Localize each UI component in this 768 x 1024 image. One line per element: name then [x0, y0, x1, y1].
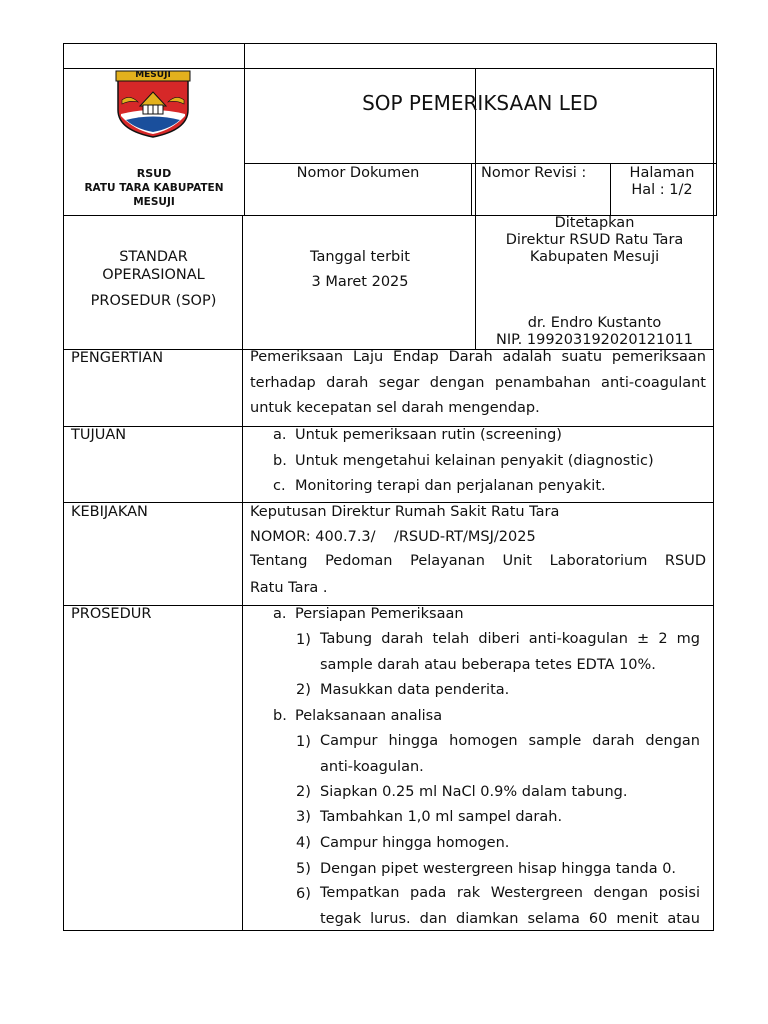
prosedur-heading-a: Persiapan Pemeriksaan: [295, 606, 464, 622]
document-title: SOP PEMERIKSAAN LED: [362, 91, 598, 115]
section-label-prosedur: PROSEDUR: [71, 606, 152, 622]
prosedur-marker-b: b.: [273, 708, 287, 724]
sop-label-line-3: PROSEDUR (SOP): [90, 293, 217, 309]
sop-label-line-2: OPERASIONAL: [102, 267, 205, 283]
kebijakan-line-4: Ratu Tara .: [250, 580, 328, 596]
prosedur-b-item-1-line-2: anti-koagulan.: [320, 759, 424, 775]
prosedur-b-item-4: Campur hingga homogen.: [320, 835, 510, 851]
prosedur-a-item-1-line-2: sample darah atau beberapa tetes EDTA 10%.: [320, 657, 656, 673]
grid-line: [713, 68, 714, 931]
district-emblem-icon: [112, 70, 194, 138]
prosedur-a-item-1-line-1: Tabung darah telah diberi anti-koagulan ± 2 mg: [320, 631, 700, 647]
grid-line: [716, 43, 717, 215]
prosedur-b-marker-1: 1): [296, 734, 311, 750]
tujuan-item-c: Monitoring terapi dan perjalanan penyakit.: [295, 478, 606, 494]
prosedur-b-item-6-line-2: tegak lurus. dan diamkan selama 60 menit atau: [320, 911, 700, 927]
prosedur-b-item-3: Tambahkan 1,0 ml sampel darah.: [320, 809, 563, 825]
prosedur-a-marker-1: 1): [296, 632, 311, 648]
tanggal-terbit-label: Tanggal terbit: [310, 249, 410, 265]
prosedur-b-marker-3: 3): [296, 809, 311, 825]
prosedur-a-item-2: Masukkan data penderita.: [320, 682, 510, 698]
tanggal-terbit-value: 3 Maret 2025: [311, 274, 409, 290]
prosedur-b-item-1-line-1: Campur hingga homogen sample darah dengan: [320, 733, 700, 749]
tujuan-item-a: Untuk pemeriksaan rutin (screening): [295, 427, 562, 443]
ditetapkan-line-2: Direktur RSUD Ratu Tara: [505, 232, 684, 248]
grid-line: [63, 43, 64, 931]
pengertian-line-2: terhadap darah segar dengan penambahan anti-coagulant: [250, 375, 706, 391]
tujuan-marker-a: a.: [273, 427, 287, 443]
tujuan-marker-c: c.: [273, 478, 286, 494]
prosedur-b-marker-4: 4): [296, 835, 311, 851]
prosedur-b-item-6-line-1: Tempatkan pada rak Westergreen dengan posisi: [320, 885, 700, 901]
tujuan-marker-b: b.: [273, 453, 287, 469]
prosedur-a-marker-2: 2): [296, 682, 311, 698]
kebijakan-line-2: NOMOR: 400.7.3/ /RSUD-RT/MSJ/2025: [250, 529, 536, 545]
signer-name: dr. Endro Kustanto: [527, 315, 662, 331]
signer-nip: NIP. 199203192020121011: [496, 332, 693, 348]
grid-line: [63, 68, 714, 69]
halaman-label: Halaman: [629, 165, 695, 181]
hospital-line-2: RATU TARA KABUPATEN: [84, 182, 224, 194]
grid-line: [471, 163, 472, 215]
prosedur-b-marker-6: 6): [296, 886, 311, 902]
kebijakan-line-3: Tentang Pedoman Pelayanan Unit Laboratorium RSUD: [250, 553, 706, 569]
pengertian-line-3: untuk kecepatan sel darah mengendap.: [250, 400, 540, 416]
grid-line: [242, 216, 243, 931]
prosedur-b-marker-2: 2): [296, 784, 311, 800]
tujuan-item-b: Untuk mengetahui kelainan penyakit (diagnostic): [295, 453, 654, 469]
prosedur-marker-a: a.: [273, 606, 287, 622]
hospital-line-3: MESUJI: [133, 196, 175, 208]
kebijakan-line-1: Keputusan Direktur Rumah Sakit Ratu Tara: [250, 504, 560, 520]
hospital-line-1: RSUD: [136, 167, 172, 180]
section-label-kebijakan: KEBIJAKAN: [71, 504, 148, 520]
grid-line: [63, 43, 717, 44]
sop-label-line-1: STANDAR: [119, 249, 188, 265]
emblem-banner-text: MESUJI: [135, 70, 171, 80]
ditetapkan-line-1: Ditetapkan: [554, 215, 635, 231]
nomor-dokumen-label: Nomor Dokumen: [296, 165, 420, 181]
prosedur-b-item-5: Dengan pipet westergreen hisap hingga tanda 0.: [320, 861, 677, 877]
prosedur-b-marker-5: 5): [296, 861, 311, 877]
ditetapkan-line-3: Kabupaten Mesuji: [529, 249, 660, 265]
halaman-value: Hal : 1/2: [631, 182, 693, 198]
prosedur-b-item-2: Siapkan 0.25 ml NaCl 0.9% dalam tabung.: [320, 784, 628, 800]
pengertian-line-1: Pemeriksaan Laju Endap Darah adalah suatu pemeriksaan: [250, 349, 706, 365]
section-label-pengertian: PENGERTIAN: [71, 350, 164, 366]
prosedur-heading-b: Pelaksanaan analisa: [295, 708, 443, 724]
nomor-revisi-label: Nomor Revisi :: [481, 165, 587, 181]
section-label-tujuan: TUJUAN: [71, 427, 127, 443]
